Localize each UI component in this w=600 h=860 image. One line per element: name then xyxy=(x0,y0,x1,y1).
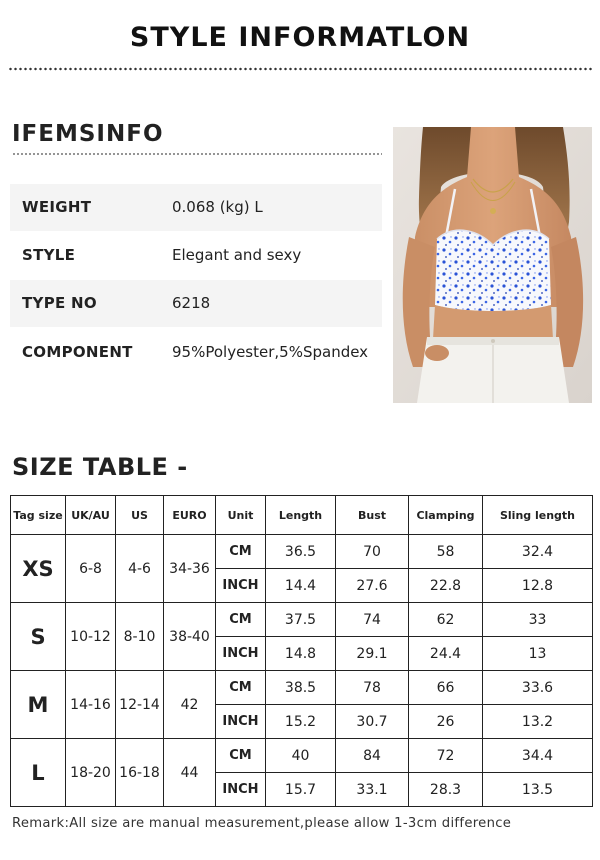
clamping-cell: 58 xyxy=(409,535,483,569)
bust-cell: 29.1 xyxy=(336,637,409,671)
us-cell: 16-18 xyxy=(116,739,164,807)
sling-length-cell: 13.2 xyxy=(483,705,593,739)
info-section-heading: IFEMSINFO xyxy=(12,121,164,147)
info-value: 95%Polyester,5%Spandex xyxy=(172,343,369,361)
sling-length-cell: 34.4 xyxy=(483,739,593,773)
header-bust: Bust xyxy=(336,496,409,535)
bust-cell: 30.7 xyxy=(336,705,409,739)
info-label: COMPONENT xyxy=(22,343,133,361)
length-cell: 37.5 xyxy=(266,603,336,637)
sling-length-cell: 33.6 xyxy=(483,671,593,705)
tag-size-cell: L xyxy=(11,739,66,807)
info-row-weight xyxy=(10,184,382,231)
header-tag-size: Tag size xyxy=(11,496,66,535)
page-title: STYLE INFORMATLON xyxy=(129,22,471,53)
bust-cell: 84 xyxy=(336,739,409,773)
unit-cell: INCH xyxy=(216,569,266,603)
bust-cell: 70 xyxy=(336,535,409,569)
tag-size-cell: S xyxy=(11,603,66,671)
length-cell: 40 xyxy=(266,739,336,773)
product-photo xyxy=(393,127,592,403)
info-value: 0.068 (kg) L xyxy=(172,198,263,216)
header-sling-length: Sling length xyxy=(483,496,593,535)
clamping-cell: 62 xyxy=(409,603,483,637)
size-table-heading: SIZE TABLE - xyxy=(12,453,188,481)
table-row xyxy=(11,739,593,773)
euro-cell: 38-40 xyxy=(164,603,216,671)
uk-au-cell: 14-16 xyxy=(66,671,116,739)
clamping-cell: 28.3 xyxy=(409,773,483,807)
info-row-component xyxy=(10,329,382,376)
length-cell: 14.8 xyxy=(266,637,336,671)
bust-cell: 74 xyxy=(336,603,409,637)
sling-length-cell: 32.4 xyxy=(483,535,593,569)
sling-length-cell: 12.8 xyxy=(483,569,593,603)
remark-note: Remark:All size are manual measurement,please allow 1-3cm difference xyxy=(12,816,512,831)
us-cell: 12-14 xyxy=(116,671,164,739)
header-euro: EURO xyxy=(164,496,216,535)
info-row-style xyxy=(10,232,382,279)
tag-size-cell: M xyxy=(11,671,66,739)
euro-cell: 34-36 xyxy=(164,535,216,603)
unit-cell: CM xyxy=(216,671,266,705)
size-table xyxy=(10,495,593,807)
unit-cell: CM xyxy=(216,603,266,637)
sling-length-cell: 13.5 xyxy=(483,773,593,807)
title-dotted-divider xyxy=(8,67,592,71)
clamping-cell: 72 xyxy=(409,739,483,773)
length-cell: 14.4 xyxy=(266,569,336,603)
unit-cell: INCH xyxy=(216,637,266,671)
info-label: STYLE xyxy=(22,246,76,264)
uk-au-cell: 10-12 xyxy=(66,603,116,671)
size-table-header-row xyxy=(11,496,593,535)
unit-cell: CM xyxy=(216,739,266,773)
uk-au-cell: 18-20 xyxy=(66,739,116,807)
info-value: Elegant and sexy xyxy=(172,246,302,264)
length-cell: 15.2 xyxy=(266,705,336,739)
euro-cell: 44 xyxy=(164,739,216,807)
clamping-cell: 66 xyxy=(409,671,483,705)
info-row-type-no xyxy=(10,280,382,327)
euro-cell: 42 xyxy=(164,671,216,739)
table-row xyxy=(11,671,593,705)
bust-cell: 33.1 xyxy=(336,773,409,807)
header-us: US xyxy=(116,496,164,535)
bust-cell: 78 xyxy=(336,671,409,705)
unit-cell: INCH xyxy=(216,773,266,807)
sling-length-cell: 33 xyxy=(483,603,593,637)
info-value: 6218 xyxy=(172,294,211,312)
length-cell: 36.5 xyxy=(266,535,336,569)
us-cell: 4-6 xyxy=(116,535,164,603)
length-cell: 38.5 xyxy=(266,671,336,705)
header-length: Length xyxy=(266,496,336,535)
sling-length-cell: 13 xyxy=(483,637,593,671)
table-row xyxy=(11,535,593,569)
clamping-cell: 24.4 xyxy=(409,637,483,671)
header-clamping: Clamping xyxy=(409,496,483,535)
header-unit: Unit xyxy=(216,496,266,535)
length-cell: 15.7 xyxy=(266,773,336,807)
tag-size-cell: XS xyxy=(11,535,66,603)
info-label: WEIGHT xyxy=(22,198,92,216)
table-row xyxy=(11,603,593,637)
uk-au-cell: 6-8 xyxy=(66,535,116,603)
clamping-cell: 22.8 xyxy=(409,569,483,603)
info-label: TYPE NO xyxy=(22,294,97,312)
unit-cell: INCH xyxy=(216,705,266,739)
unit-cell: CM xyxy=(216,535,266,569)
clamping-cell: 26 xyxy=(409,705,483,739)
info-section-dotted-divider xyxy=(12,153,382,155)
bust-cell: 27.6 xyxy=(336,569,409,603)
us-cell: 8-10 xyxy=(116,603,164,671)
header-uk-au: UK/AU xyxy=(66,496,116,535)
